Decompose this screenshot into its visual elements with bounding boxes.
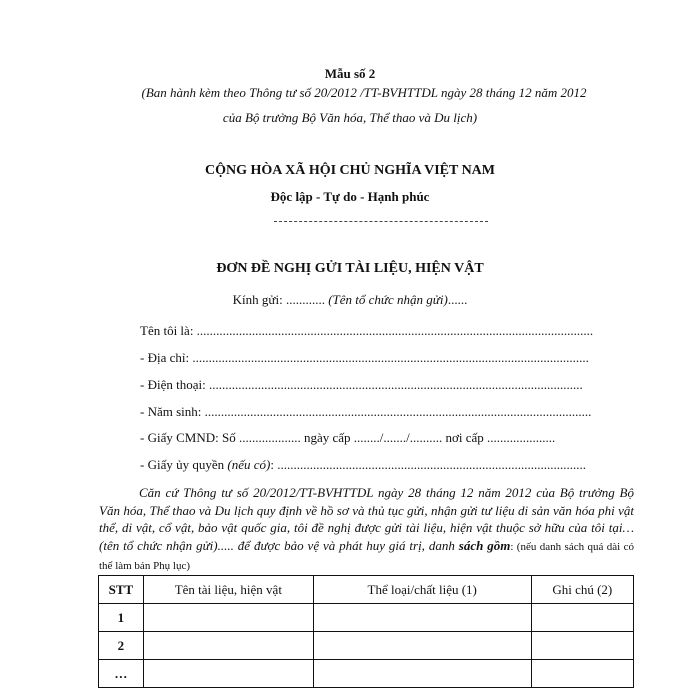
- field-authorization: [140, 457, 625, 473]
- table-row: [99, 660, 634, 688]
- cell-note: [531, 632, 633, 660]
- list-label: sách gồm: [458, 537, 511, 553]
- table-header-row: [99, 576, 634, 604]
- cell-item-name: [143, 632, 313, 660]
- field-name: Tên tôi là: ..........................................................................................................................: [140, 323, 594, 338]
- field-id-card: - Giấy CMND: Số ................... ngày cấp ......../......./.......... nơi cấp .....................: [140, 430, 556, 445]
- header-item-name: Tên tài liệu, hiện vật: [143, 576, 313, 604]
- header-stt: STT: [99, 576, 144, 604]
- cell-item-type: [313, 632, 531, 660]
- national-motto: Độc lập - Tự do - Hạnh phúc: [270, 189, 430, 204]
- field-birth-year: - Năm sinh: .......................................................................................................................: [140, 404, 592, 419]
- recipient-line: [0, 292, 700, 308]
- items-table: [98, 575, 634, 688]
- authorization-tail: : ...............................................................................................: [270, 457, 586, 472]
- document-title: ĐƠN ĐỀ NGHỊ GỬI TÀI LIỆU, HIỆN VẬT: [216, 261, 484, 276]
- row-number: 1: [99, 604, 144, 632]
- issued-line-2: của Bộ trưởng Bộ Văn hóa, Thể thao và Du lịch): [222, 110, 478, 125]
- header-divider: [274, 221, 488, 222]
- authorization-note: (nếu có): [227, 457, 271, 472]
- field-address: - Địa chỉ: ..........................................................................................................................: [140, 350, 589, 365]
- country-name: CỘNG HÒA XÃ HỘI CHỦ NGHĨA VIỆT NAM: [204, 163, 495, 178]
- table-row: [99, 632, 634, 660]
- cell-item-type: [313, 604, 531, 632]
- list-note: : (nếu danh sách quá dài có thể làm bản Phụ lục): [99, 540, 635, 572]
- row-number: 2: [99, 632, 144, 660]
- cell-note: [531, 660, 633, 688]
- cell-item-name: [143, 604, 313, 632]
- paragraph-text: Căn cứ Thông tư số 20/2012/TT-BVHTTDL ngày 28 tháng 12 năm 2012 của Bộ trưởng Bộ Văn hóa, Thể thao và Du lịch quy định về hồ sơ và thủ tục gửi, nhận gửi tư liệu di sản văn hóa phi vật thể, di vật, cổ vật, bảo vật quốc gia, tôi đề nghị được gửi tài liệu, hiện vật thuộc sở hữu của tôi tại…(tên tổ chức nhận gửi)..... để được bảo vệ và phát huy giá trị, danh: [99, 485, 634, 553]
- request-paragraph: [99, 484, 634, 576]
- cell-item-type: [313, 660, 531, 688]
- header-note: Ghi chú (2): [531, 576, 633, 604]
- cell-item-name: [143, 660, 313, 688]
- form-number: Mẫu số 2: [324, 66, 376, 81]
- recipient-label: Kính gửi: ............: [232, 292, 329, 307]
- issued-line-1: (Ban hành kèm theo Thông tư số 20/2012 /TT-BVHTTDL ngày 28 tháng 12 năm 2012: [141, 85, 587, 100]
- table-row: [99, 604, 634, 632]
- recipient-tail: ......: [447, 292, 468, 307]
- row-number: …: [99, 660, 144, 688]
- recipient-name: (Tên tổ chức nhận gửi): [328, 292, 448, 307]
- field-phone: - Điện thoại: ...................................................................................................................: [140, 377, 583, 392]
- authorization-label: - Giấy ủy quyền: [140, 457, 228, 472]
- header-item-type: Thể loại/chất liệu (1): [313, 576, 531, 604]
- cell-note: [531, 604, 633, 632]
